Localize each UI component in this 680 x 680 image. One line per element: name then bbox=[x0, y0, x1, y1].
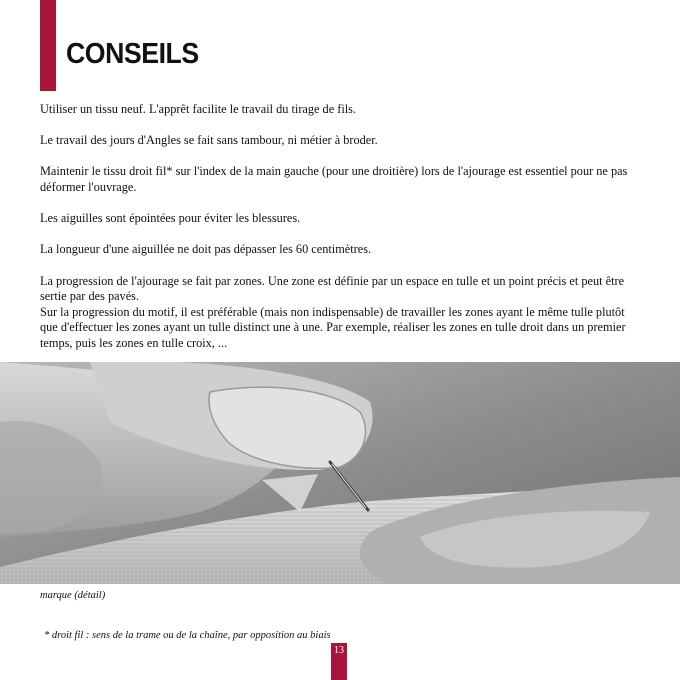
paragraph-progression: Sur la progression du motif, il est préférable (mais non indispensable) de travailler les zones ayant le même tulle plutôt que d'effectuer les zones ayant un tulle distinct une à une. Par exemple, réaliser les zones en tulle droit dans un premier temps, puis les zones en tulle croix, ... bbox=[40, 304, 626, 350]
photo-caption: marque (détail) bbox=[40, 590, 106, 601]
footnote: * droit fil : sens de la trame ou de la chaîne, par opposition au biais bbox=[44, 630, 331, 641]
paragraph-needles: Les aiguilles sont épointées pour éviter les blessures. bbox=[40, 211, 301, 226]
paragraph-no-hoop: Le travail des jours d'Angles se fait sans tambour, ni métier à broder. bbox=[40, 133, 378, 148]
paragraph-hold-fabric: Maintenir le tissu droit fil* sur l'index de la main gauche (pour une droitière) lors de l'ajourage est essentiel pour ne pas déformer l'ouvrage. bbox=[40, 164, 628, 194]
needle-in-fabric-photo bbox=[0, 362, 680, 584]
paragraph-thread-length: La longueur d'une aiguillée ne doit pas dépasser les 60 centimètres. bbox=[40, 242, 372, 257]
page-title: CONSEILS bbox=[66, 38, 199, 70]
page-number-tab bbox=[331, 643, 347, 680]
page-number: 13 bbox=[334, 645, 344, 656]
accent-bar bbox=[40, 0, 56, 91]
paragraph-zones: La progression de l'ajourage se fait par zones. Une zone est définie par un espace en tulle et un point précis et peut être sertie par des pavés. bbox=[40, 273, 625, 304]
body-text bbox=[40, 102, 644, 367]
paragraph-new-fabric: Utiliser un tissu neuf. L'apprêt facilite le travail du tirage de fils. bbox=[40, 102, 357, 116]
